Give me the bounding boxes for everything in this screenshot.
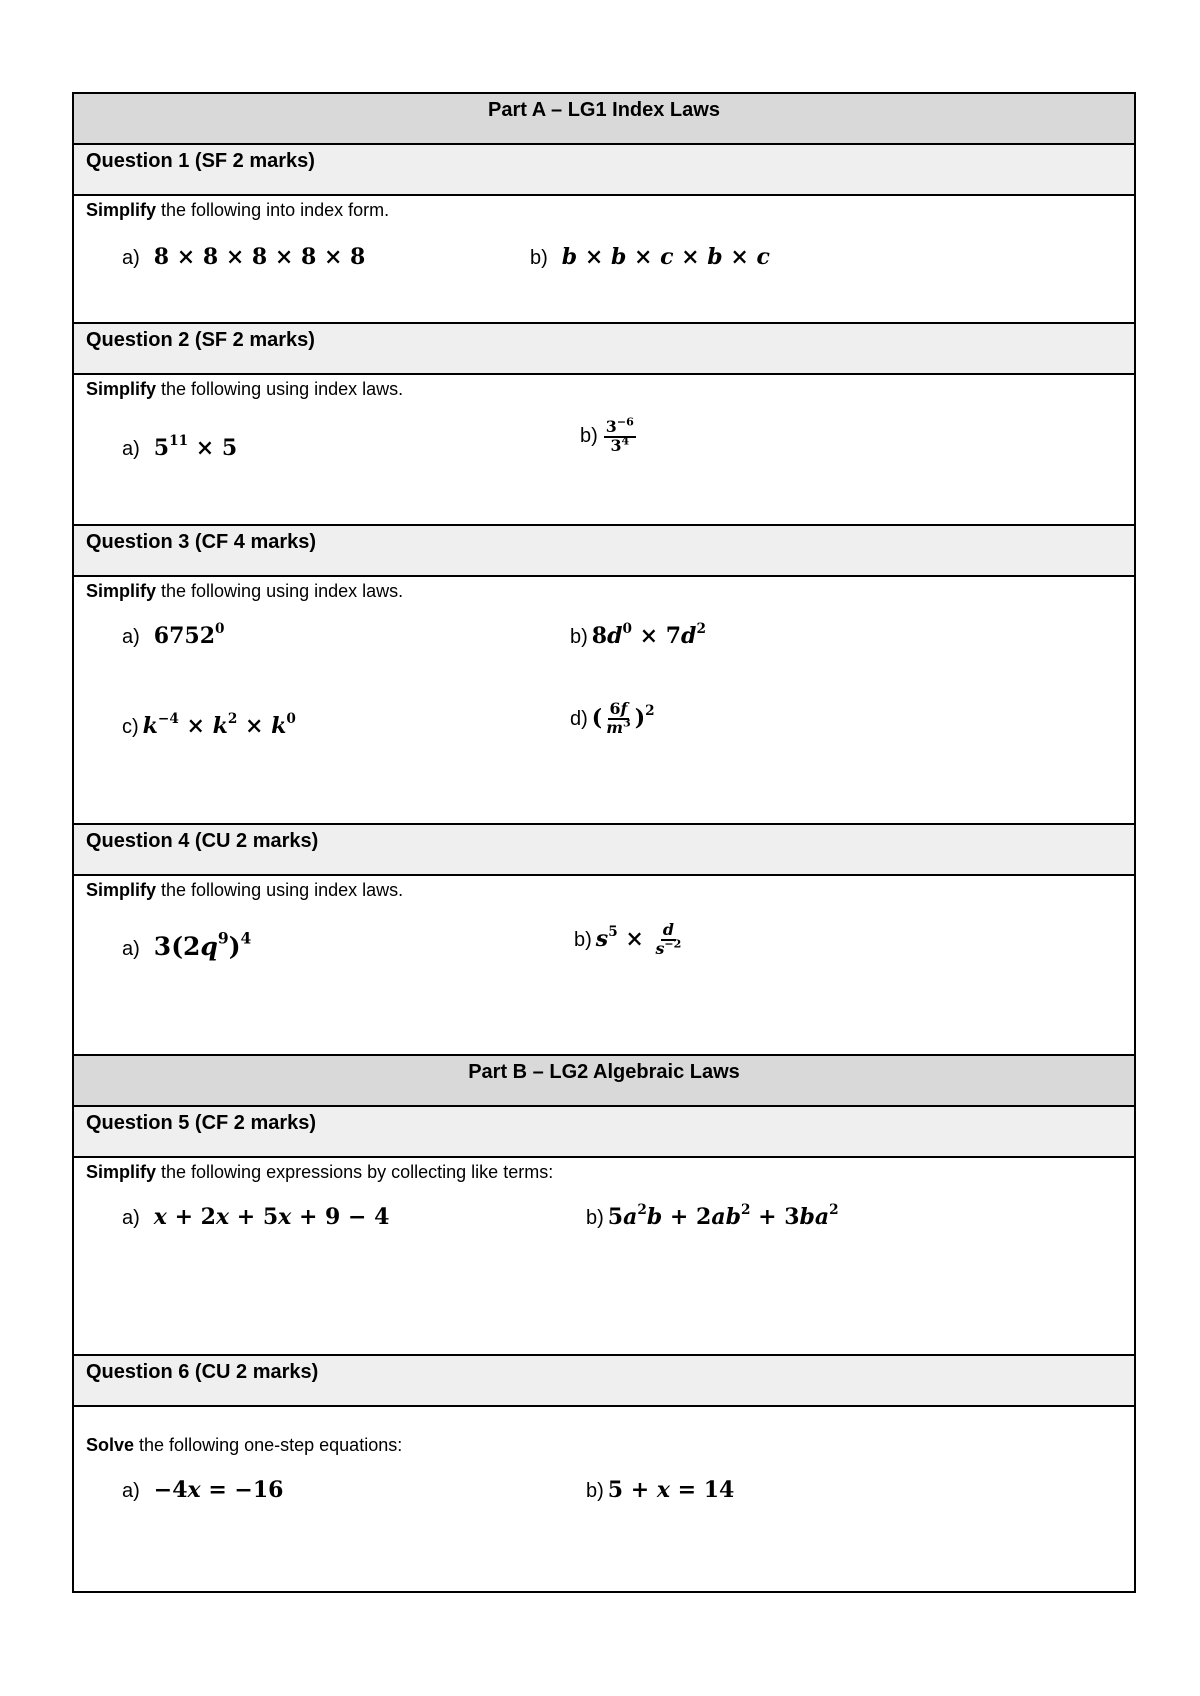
question-2-title: Question 2 (SF 2 marks) [86,329,315,351]
question-5-header [74,1107,1134,1158]
question-3-instruction [86,581,403,602]
question-1-body [74,196,1134,324]
question-6-title: Question 6 (CU 2 marks) [86,1361,319,1383]
instruction-keyword: Simplify [86,200,157,220]
question-3-body [74,577,1134,825]
part-label: a) [122,626,140,648]
question-4-header [74,825,1134,876]
expression: b × b × c × b × c [561,244,770,270]
instruction-text: the following using index laws. [156,880,404,900]
instruction-text: the following expressions by collecting like terms: [156,1162,554,1182]
instruction-text: the following using index laws. [156,581,404,601]
instruction-keyword: Simplify [86,880,157,900]
expression: $8d^0 \times 7d^2$ [591,620,706,649]
expression: 6752$^0$ [153,620,225,649]
part-label: d) [570,707,588,730]
question-2a [122,432,238,461]
part-label: c) [122,716,139,738]
expression: $k^{-4} \times k^2 \times k^0$ [142,710,296,739]
question-1b [530,244,770,270]
question-3-title: Question 3 (CF 4 marks) [86,531,317,553]
part-a-header [74,94,1134,145]
question-3b [570,620,706,649]
part-label: b) [580,425,598,448]
question-5a [122,1204,389,1230]
question-3c [122,710,296,739]
part-label: b) [586,1207,604,1229]
question-6b [586,1477,734,1503]
question-2-header [74,324,1134,375]
expression: $3(2q^9)^4$ [153,928,252,961]
expression: $s^5$ × $\frac{d}{s^{-2}}$ [595,920,682,958]
instruction-text: the following using index laws. [156,379,404,399]
question-2-body [74,375,1134,526]
question-1-title: Question 1 (SF 2 marks) [86,150,315,172]
question-4-instruction [86,880,403,901]
question-5-body [74,1158,1134,1356]
question-4a [122,928,252,961]
part-label: a) [122,438,140,460]
part-label: b) [586,1480,604,1502]
part-label: a) [122,1207,140,1229]
question-5-instruction [86,1162,553,1183]
question-3a [122,620,225,649]
question-1-instruction [86,200,389,221]
part-label: b) [574,928,592,951]
part-label: a) [122,247,140,269]
part-a-title: Part A – LG1 Index Laws [488,99,720,121]
instruction-keyword: Simplify [86,379,157,399]
expression: −4x = −16 [153,1477,284,1503]
part-label: a) [122,938,140,960]
instruction-keyword: Simplify [86,1162,157,1182]
instruction-keyword: Simplify [86,581,157,601]
instruction-keyword: Solve [86,1435,135,1455]
question-1-header [74,145,1134,196]
instruction-text: the following one-step equations: [134,1435,403,1455]
part-label: b) [530,247,548,269]
worksheet-table [72,92,1136,1593]
expression: 5 + x = 14 [607,1477,735,1503]
question-6-header [74,1356,1134,1407]
question-2-instruction [86,379,403,400]
question-4-body [74,876,1134,1056]
part-b-title: Part B – LG2 Algebraic Laws [468,1061,740,1083]
expression: $5a^2b + 2ab^2 + 3ba^2$ [607,1201,839,1230]
question-3-header [74,526,1134,577]
expression: $\frac{3^{-6}}{3^4}$ [605,415,634,455]
part-b-header [74,1056,1134,1107]
part-label: b) [570,626,588,648]
question-4b [574,922,685,957]
question-6-instruction [86,1435,402,1456]
part-label: a) [122,1480,140,1502]
question-1a [122,244,365,270]
question-6-body [74,1407,1134,1591]
question-6a [122,1477,283,1503]
question-5-title: Question 5 (CF 2 marks) [86,1112,317,1134]
expression: $5^{11} \times 5$ [153,432,238,461]
question-3d [570,701,655,736]
expression: x + 2x + 5x + 9 − 4 [153,1204,390,1230]
question-5b [586,1201,839,1230]
expression: 8 × 8 × 8 × 8 × 8 [153,244,366,270]
question-2b [580,415,638,455]
expression: ( $\frac{6f}{m^3}$ )$^2$ [591,699,655,737]
instruction-text: the following into index form. [156,200,390,220]
question-4-title: Question 4 (CU 2 marks) [86,830,319,852]
